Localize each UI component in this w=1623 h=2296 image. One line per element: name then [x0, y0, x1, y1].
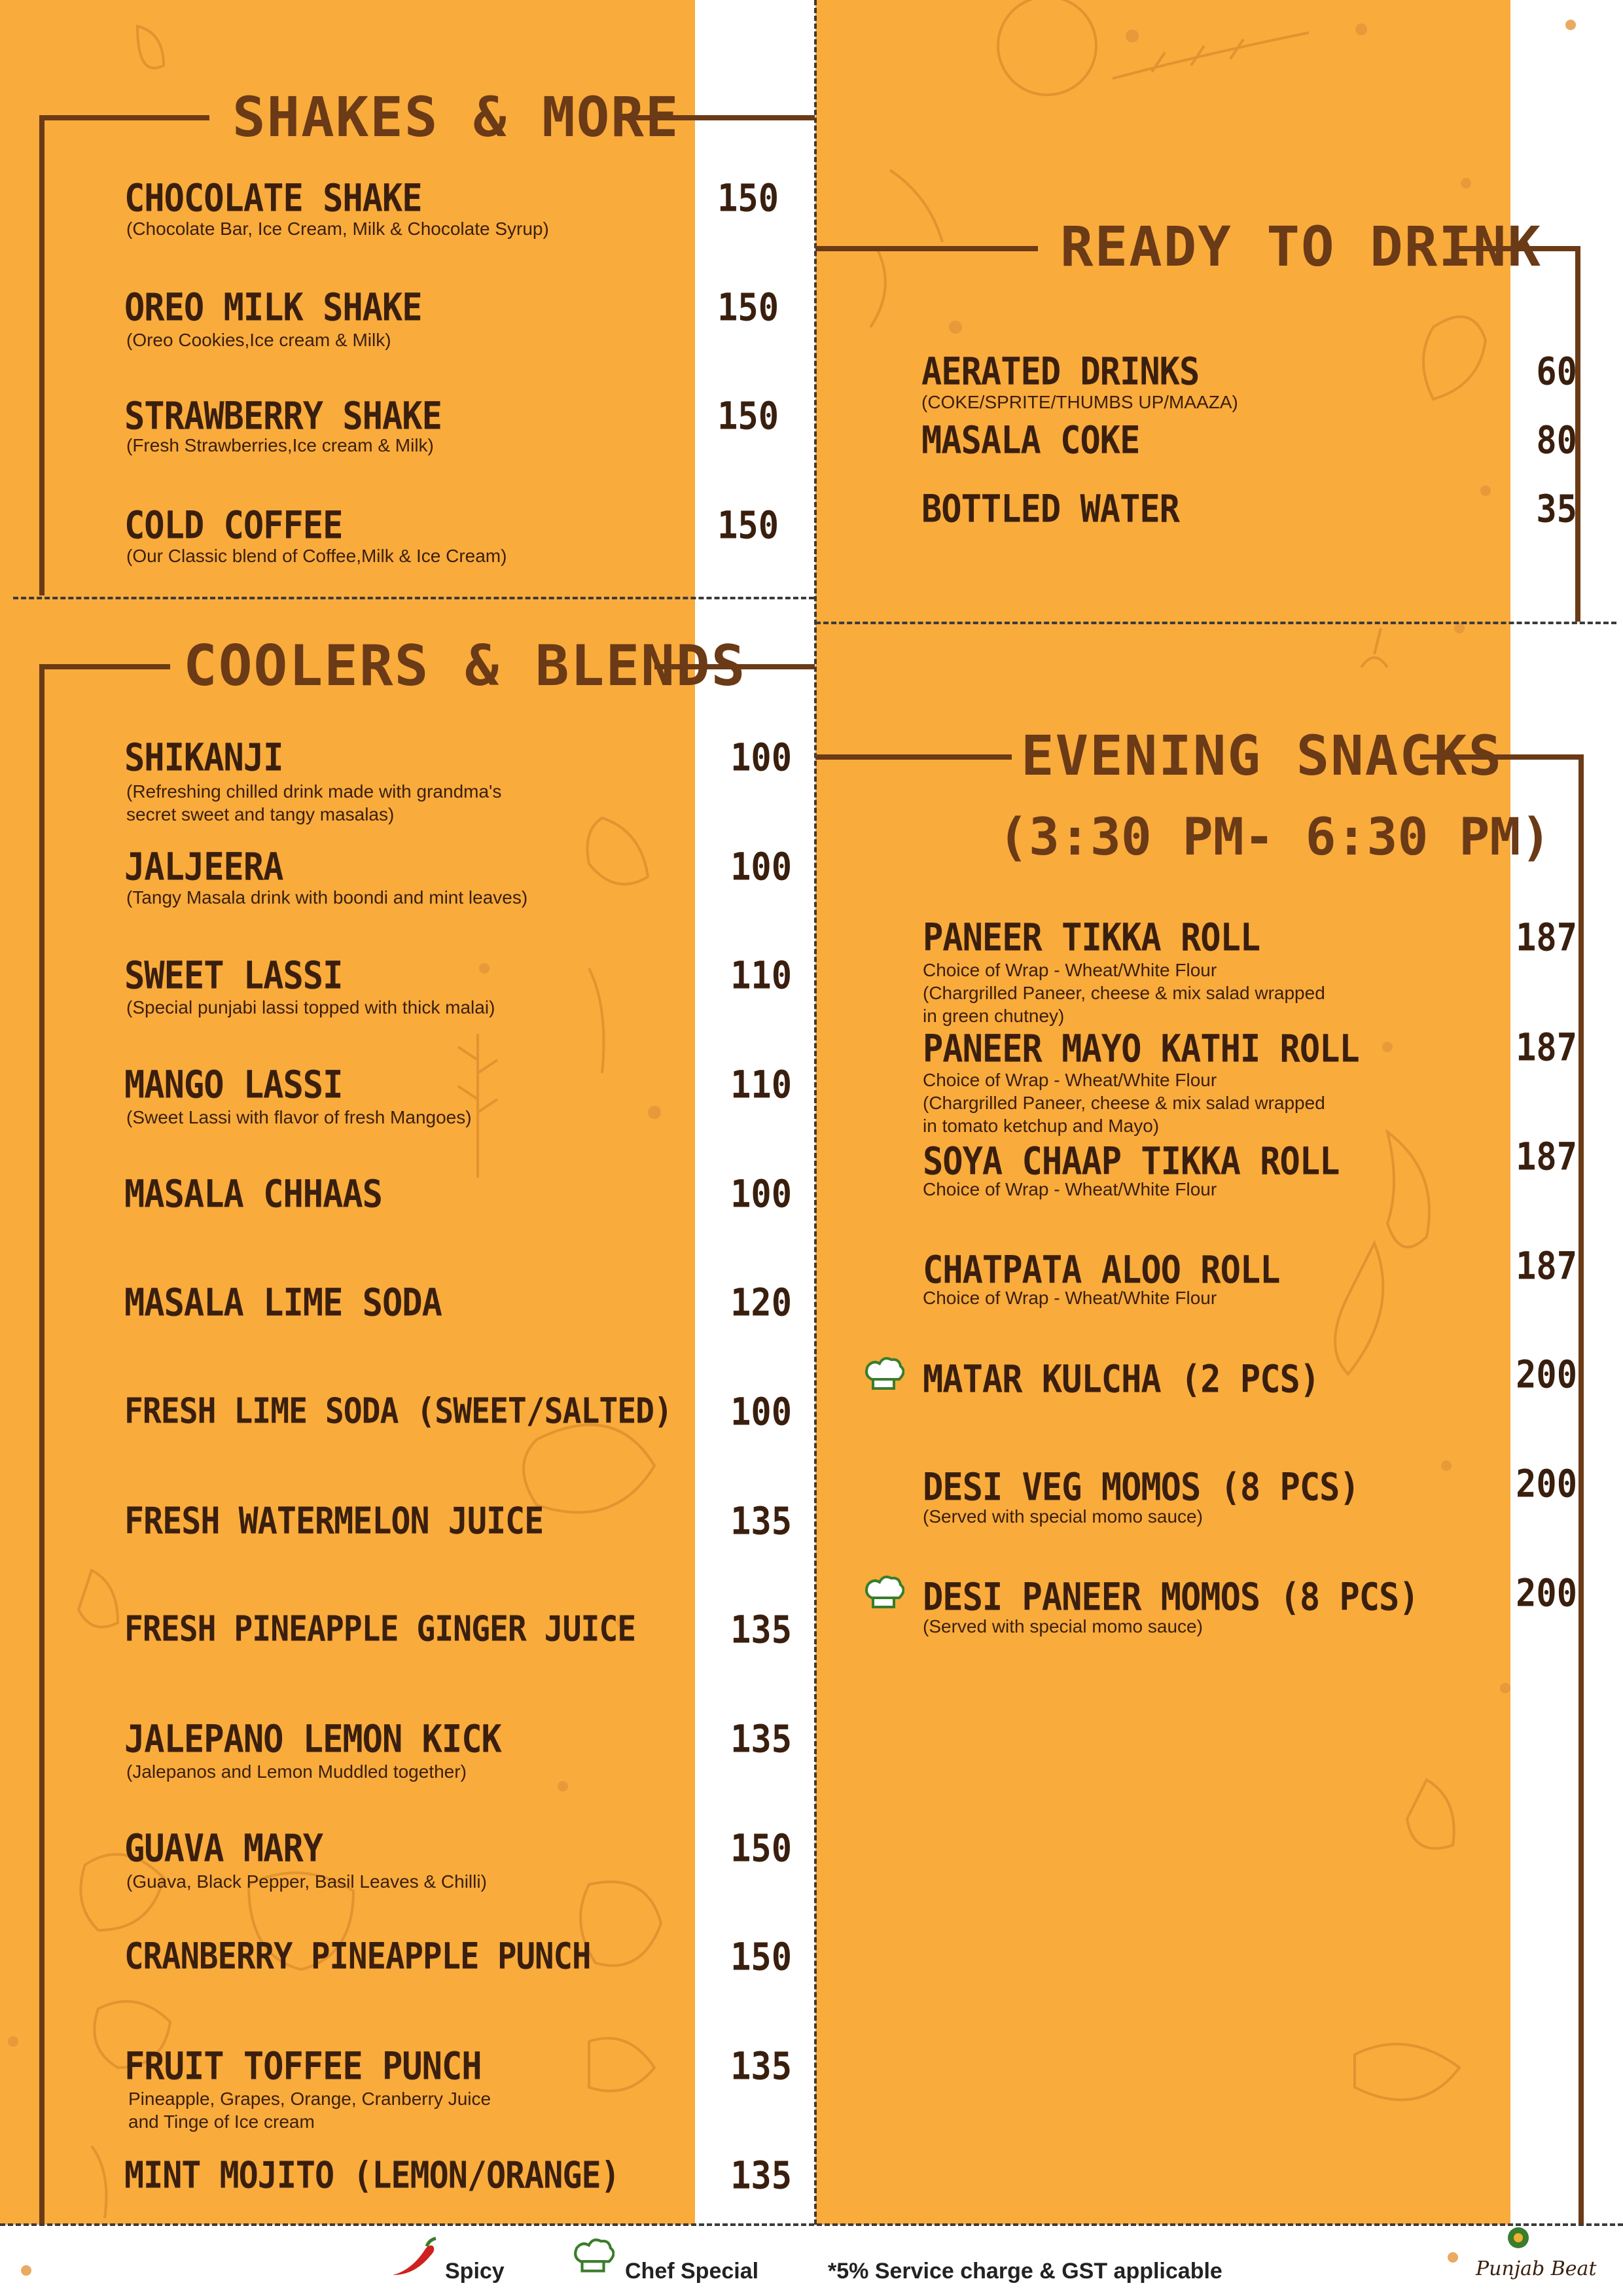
menu-item-description: in green chutney): [923, 1006, 1065, 1026]
menu-item-price: 150: [717, 504, 779, 548]
menu-item-description: (Chargrilled Paneer, cheese & mix salad wrapped: [923, 1093, 1325, 1113]
menu-item-name: AERATED DRINKS: [921, 350, 1200, 395]
menu-item-name: GUAVA MARY: [124, 1827, 323, 1871]
menu-item-name: JALEPANO LEMON KICK: [124, 1718, 501, 1762]
menu-item-description: (Fresh Strawberries,Ice cream & Milk): [126, 435, 434, 455]
menu-item-price: 187: [1516, 1245, 1577, 1289]
menu-item-name: MASALA CHHAAS: [124, 1173, 382, 1217]
menu-item-description: (Tangy Masala drink with boondi and mint leaves): [126, 887, 528, 908]
coolers-bracket-left-vertical: [39, 664, 45, 2223]
menu-item-price: 60: [1536, 350, 1577, 395]
menu-item-price: 135: [730, 2154, 792, 2199]
menu-item-price: 150: [717, 286, 779, 330]
menu-item-description: (Our Classic blend of Coffee,Milk & Ice Cream): [126, 546, 507, 566]
menu-item-name: FRUIT TOFFEE PUNCH: [124, 2045, 482, 2089]
menu-item-description: (Chargrilled Paneer, cheese & mix salad wrapped: [923, 983, 1325, 1003]
chili-icon: [386, 2234, 438, 2280]
section-title-ready: READY TO DRINK: [1060, 215, 1543, 279]
menu-item-price: 35: [1536, 487, 1577, 532]
menu-item-description: and Tinge of Ice cream: [128, 2111, 315, 2132]
section-title-coolers: COOLERS & BLENDS: [183, 633, 747, 699]
menu-item-description: (COKE/SPRITE/THUMBS UP/MAAZA): [921, 392, 1238, 412]
menu-item-price: 120: [730, 1281, 792, 1326]
menu-item-name: FRESH PINEAPPLE GINGER JUICE: [124, 1608, 636, 1650]
menu-item-price: 200: [1516, 1462, 1577, 1507]
menu-item-price: 135: [730, 1718, 792, 1762]
brand-logo: Punjab Beat: [1476, 2257, 1597, 2280]
menu-item-name: FRESH LIME SODA (SWEET/SALTED): [124, 1390, 672, 1432]
menu-item-name: OREO MILK SHAKE: [124, 286, 422, 330]
menu-item-price: 100: [730, 1173, 792, 1217]
menu-item-price: 200: [1516, 1353, 1577, 1398]
menu-item-description: Choice of Wrap - Wheat/White Flour: [923, 1288, 1217, 1308]
menu-item-name: SHIKANJI: [124, 736, 283, 781]
legend-chef-special-label: Chef Special: [625, 2259, 759, 2284]
menu-item-description: (Served with special momo sauce): [923, 1616, 1203, 1636]
menu-item-name: MASALA COKE: [921, 419, 1140, 463]
menu-item-name: SOYA CHAAP TIKKA ROLL: [923, 1140, 1340, 1184]
menu-item-name: DESI VEG MOMOS (8 PCS): [923, 1466, 1359, 1510]
menu-item-name: PANEER TIKKA ROLL: [923, 916, 1260, 961]
ready-bracket-left: [815, 246, 1038, 251]
menu-item-description: in tomato ketchup and Mayo): [923, 1116, 1160, 1136]
snacks-bracket-right-vertical: [1578, 754, 1584, 2223]
menu-item-name: CHATPATA ALOO ROLL: [923, 1248, 1280, 1293]
menu-item-price: 80: [1536, 419, 1577, 463]
service-charge-note: *5% Service charge & GST applicable: [828, 2259, 1222, 2284]
menu-item-description: (Chocolate Bar, Ice Cream, Milk & Chocolate Syrup): [126, 219, 549, 239]
menu-item-description: (Guava, Black Pepper, Basil Leaves & Chilli): [126, 1871, 487, 1892]
menu-item-name: DESI PANEER MOMOS (8 PCS): [923, 1576, 1419, 1620]
menu-item-name: CRANBERRY PINEAPPLE PUNCH: [124, 1935, 591, 1977]
chef-hat-icon: [863, 1353, 904, 1395]
menu-item-price: 110: [730, 954, 792, 998]
menu-item-price: 135: [730, 2045, 792, 2089]
menu-item-name: BOTTLED WATER: [921, 487, 1179, 532]
menu-item-price: 100: [730, 736, 792, 781]
coolers-bracket-left: [39, 664, 170, 669]
menu-item-description: (Jalepanos and Lemon Muddled together): [126, 1761, 467, 1782]
menu-item-price: 150: [717, 395, 779, 439]
menu-item-description: (Served with special momo sauce): [923, 1506, 1203, 1527]
menu-item-price: 200: [1516, 1572, 1577, 1616]
left-section-divider: [13, 597, 814, 599]
menu-item-price: 135: [730, 1500, 792, 1544]
menu-item-description: Choice of Wrap - Wheat/White Flour: [923, 1070, 1217, 1090]
brand-logo-icon: [1505, 2225, 1531, 2251]
center-divider: [814, 0, 817, 2225]
snacks-bracket-left: [815, 754, 1012, 760]
chef-hat-icon: [571, 2234, 615, 2278]
menu-item-description: Pineapple, Grapes, Orange, Cranberry Juice: [128, 2089, 491, 2109]
menu-item-name: STRAWBERRY SHAKE: [124, 395, 442, 439]
menu-item-name: MASALA LIME SODA: [124, 1281, 442, 1326]
menu-item-name: CHOCOLATE SHAKE: [124, 177, 422, 221]
menu-item-description: (Oreo Cookies,Ice cream & Milk): [126, 330, 391, 350]
menu-item-description: secret sweet and tangy masalas): [126, 804, 395, 824]
menu-item-price: 100: [730, 845, 792, 890]
menu-item-price: 110: [730, 1063, 792, 1108]
menu-item-name: COLD COFFEE: [124, 504, 343, 548]
menu-item-description: (Refreshing chilled drink made with grandma's: [126, 781, 502, 802]
menu-item-name: FRESH WATERMELON JUICE: [124, 1500, 544, 1542]
menu-item-price: 187: [1516, 1135, 1577, 1180]
menu-item-price: 150: [730, 1935, 792, 1980]
menu-item-name: MATAR KULCHA (2 PCS): [923, 1358, 1320, 1402]
menu-item-name: SWEET LASSI: [124, 954, 343, 998]
bottom-divider: [0, 2223, 1623, 2226]
right-section-divider: [815, 622, 1616, 624]
menu-item-price: 187: [1516, 916, 1577, 961]
menu-item-description: (Sweet Lassi with flavor of fresh Mangoes): [126, 1107, 472, 1127]
menu-item-price: 135: [730, 1608, 792, 1653]
menu-item-price: 100: [730, 1390, 792, 1435]
menu-item-price: 187: [1516, 1026, 1577, 1070]
menu-item-description: (Special punjabi lassi topped with thick malai): [126, 997, 495, 1017]
menu-item-name: JALJEERA: [124, 845, 283, 890]
menu-item-description: Choice of Wrap - Wheat/White Flour: [923, 1179, 1217, 1199]
menu-item-name: PANEER MAYO KATHI ROLL: [923, 1027, 1359, 1072]
menu-item-name: MANGO LASSI: [124, 1063, 343, 1108]
menu-item-price: 150: [717, 177, 779, 221]
legend-spicy-label: Spicy: [445, 2259, 505, 2284]
shakes-bracket-left: [39, 115, 209, 120]
menu-item-description: Choice of Wrap - Wheat/White Flour: [923, 960, 1217, 980]
menu-item-name: MINT MOJITO (LEMON/ORANGE): [124, 2154, 620, 2197]
section-title-snacks: EVENING SNACKS: [1021, 724, 1503, 788]
section-title-shakes: SHAKES & MORE: [232, 85, 680, 149]
shakes-bracket-left-vertical: [39, 115, 45, 595]
chef-hat-icon: [863, 1572, 904, 1614]
menu-item-price: 150: [730, 1827, 792, 1871]
section-subtitle-snacks: (3:30 PM- 6:30 PM): [998, 808, 1552, 867]
